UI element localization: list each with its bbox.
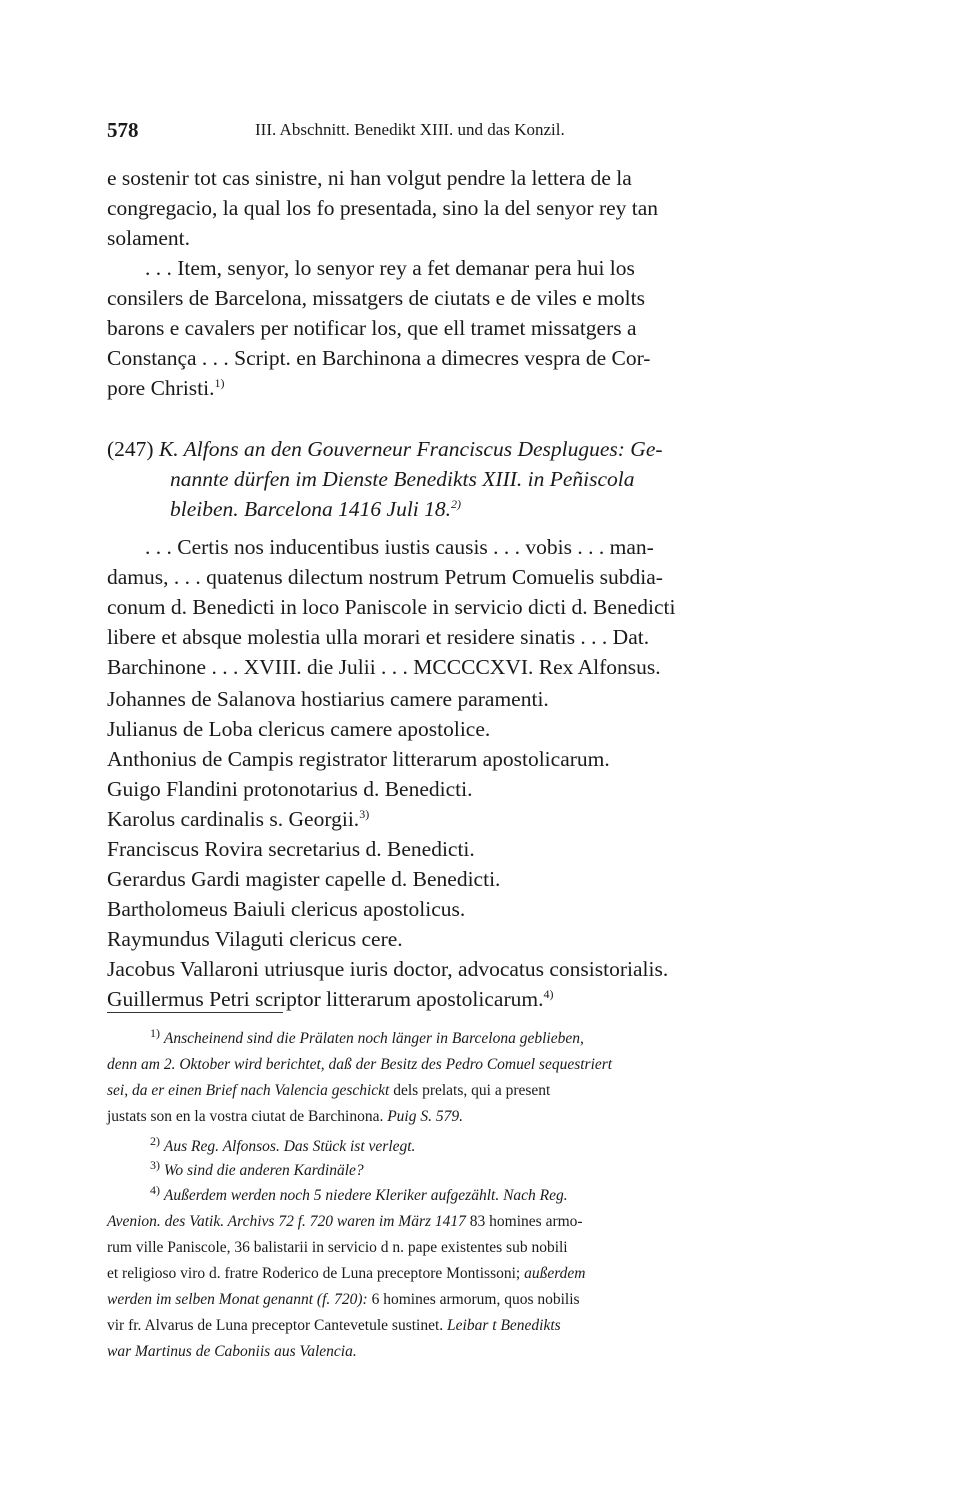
footnote-text: Avenion. des Vatik. Archivs 72 f. 720 waren im März 1417 [107,1213,466,1230]
text-line: conum d. Benedicti in loco Paniscole in servicio dicti d. Benedicti [107,595,676,619]
text-line: . . . Item, senyor, lo senyor rey a fet demanar pera hui los [145,256,635,280]
footnote-text: rum ville Paniscole, 36 balistarii in servicio d n. pape existentes sub nobili [107,1239,568,1256]
footnote-text: denn am 2. Oktober wird berichtet, daß der Besitz des Pedro Comuel sequestriert [107,1056,613,1073]
document-number: (247) [107,437,154,461]
footnote-text: 83 homines armo- [469,1213,583,1230]
footnote-line [107,1108,463,1126]
footnote-text: 6 homines armorum, quos nobilis [371,1291,580,1308]
document-heading-line [170,497,461,522]
name-entry-line [107,987,553,1012]
text-line: e sostenir tot cas sinistre, ni han volgut pendre la lettera de la [107,166,632,190]
footnote-line [107,1291,580,1309]
text-line [107,376,225,401]
footnote-text: außerdem [524,1265,586,1282]
name-entry: Johannes de Salanova hostiarius camere paramenti. [107,687,549,711]
footnote-text: justats son en la vostra ciutat de Barchinona. [107,1108,384,1125]
name-entry: Guillermus Petri scriptor litterarum apostolicarum. [107,987,544,1011]
document-heading-line [107,437,663,462]
name-entry: Anthonius de Campis registrator litterarum apostolicarum. [107,747,610,771]
name-entry-line [107,807,369,832]
text-line: barons e cavalers per notificar los, que ell tramet missatgers a [107,316,637,340]
footnote-line [107,1082,550,1100]
footnote-text: dels prelats, qui a present [393,1082,551,1099]
footnote-line [150,1182,568,1205]
footnote-divider [107,1012,283,1013]
text-line: congregacio, la qual los fo presentada, sino la del senyor rey tan [107,196,659,220]
footnote-text: Aus Reg. Alfonsos. Das Stück ist verlegt. [163,1138,416,1155]
footnote-mark: 3) [150,1157,160,1172]
footnote-text: sei, da er einen Brief nach Valencia geschickt [107,1082,390,1099]
footnote-line [107,1317,561,1335]
name-entry: Guigo Flandini protonotarius d. Benedicti. [107,777,473,801]
footnote-ref: 3) [359,806,370,821]
footnote-mark: 2) [150,1133,160,1148]
text-line: consilers de Barcelona, missatgers de ciutats e de viles e molts [107,286,645,310]
footnote-line [107,1265,586,1283]
footnote-text: Außerdem werden noch 5 niedere Kleriker aufgezählt. Nach Reg. [163,1187,568,1204]
text-line: damus, . . . quatenus dilectum nostrum Petrum Comuelis subdia- [107,565,663,589]
footnote-mark: 4) [150,1182,160,1197]
name-entry: Bartholomeus Baiuli clericus apostolicus. [107,897,466,921]
footnote-text: Puig S. 579. [387,1108,463,1125]
text-line: solament. [107,226,190,250]
document-heading: K. Alfons an den Gouverneur Franciscus Desplugues: Ge- [158,437,663,461]
name-entry: Jacobus Vallaroni utriusque iuris doctor, advocatus consistorialis. [107,957,669,981]
footnote-text: Leibar t Benedikts [447,1317,561,1334]
footnote-line [150,1025,584,1048]
name-entry: Karolus cardinalis s. Georgii. [107,807,360,831]
footnote-text: werden im selben Monat genannt (f. 720): [107,1291,368,1308]
footnote-ref: 1) [214,375,225,390]
footnote-line [107,1213,583,1231]
page-number: 578 [107,118,139,142]
running-title: III. Abschnitt. Benedikt XIII. und das Konzil. [255,120,565,139]
footnote-ref: 4) [543,986,554,1001]
footnote-text: vir fr. Alvarus de Luna preceptor Cantevetule sustinet. [107,1317,444,1334]
footnote-line [150,1133,416,1156]
document-heading: bleiben. Barcelona 1416 Juli 18. [170,497,452,521]
footnote-text: war Martinus de Caboniis aus Valencia. [107,1343,357,1360]
name-entry: Gerardus Gardi magister capelle d. Benedicti. [107,867,501,891]
name-entry: Raymundus Vilaguti clericus cere. [107,927,403,951]
text-line: . . . Certis nos inducentibus iustis causis . . . vobis . . . man- [145,535,654,559]
footnote-ref: 2) [451,496,462,511]
footnote-text: Anscheinend sind die Prälaten noch länger in Barcelona geblieben, [163,1030,584,1047]
document-heading: nannte dürfen im Dienste Benedikts XIII. in Peñiscola [170,467,635,491]
text-line: Barchinone . . . XVIII. die Julii . . . MCCCCXVI. Rex Alfonsus. [107,655,661,679]
text-span: pore Christi. [107,376,215,400]
text-line: Constança . . . Script. en Barchinona a dimecres vespra de Cor- [107,346,651,370]
footnote-mark: 1) [150,1025,160,1040]
footnote-line [150,1157,364,1180]
footnote-text: et religioso viro d. fratre Roderico de Luna preceptore Montissoni; [107,1265,521,1282]
name-entry: Franciscus Rovira secretarius d. Benedicti. [107,837,475,861]
footnote-text: Wo sind die anderen Kardinäle? [163,1162,364,1179]
text-line: libere et absque molestia ulla morari et residere sinatis . . . Dat. [107,625,650,649]
name-entry: Julianus de Loba clericus camere apostolice. [107,717,491,741]
